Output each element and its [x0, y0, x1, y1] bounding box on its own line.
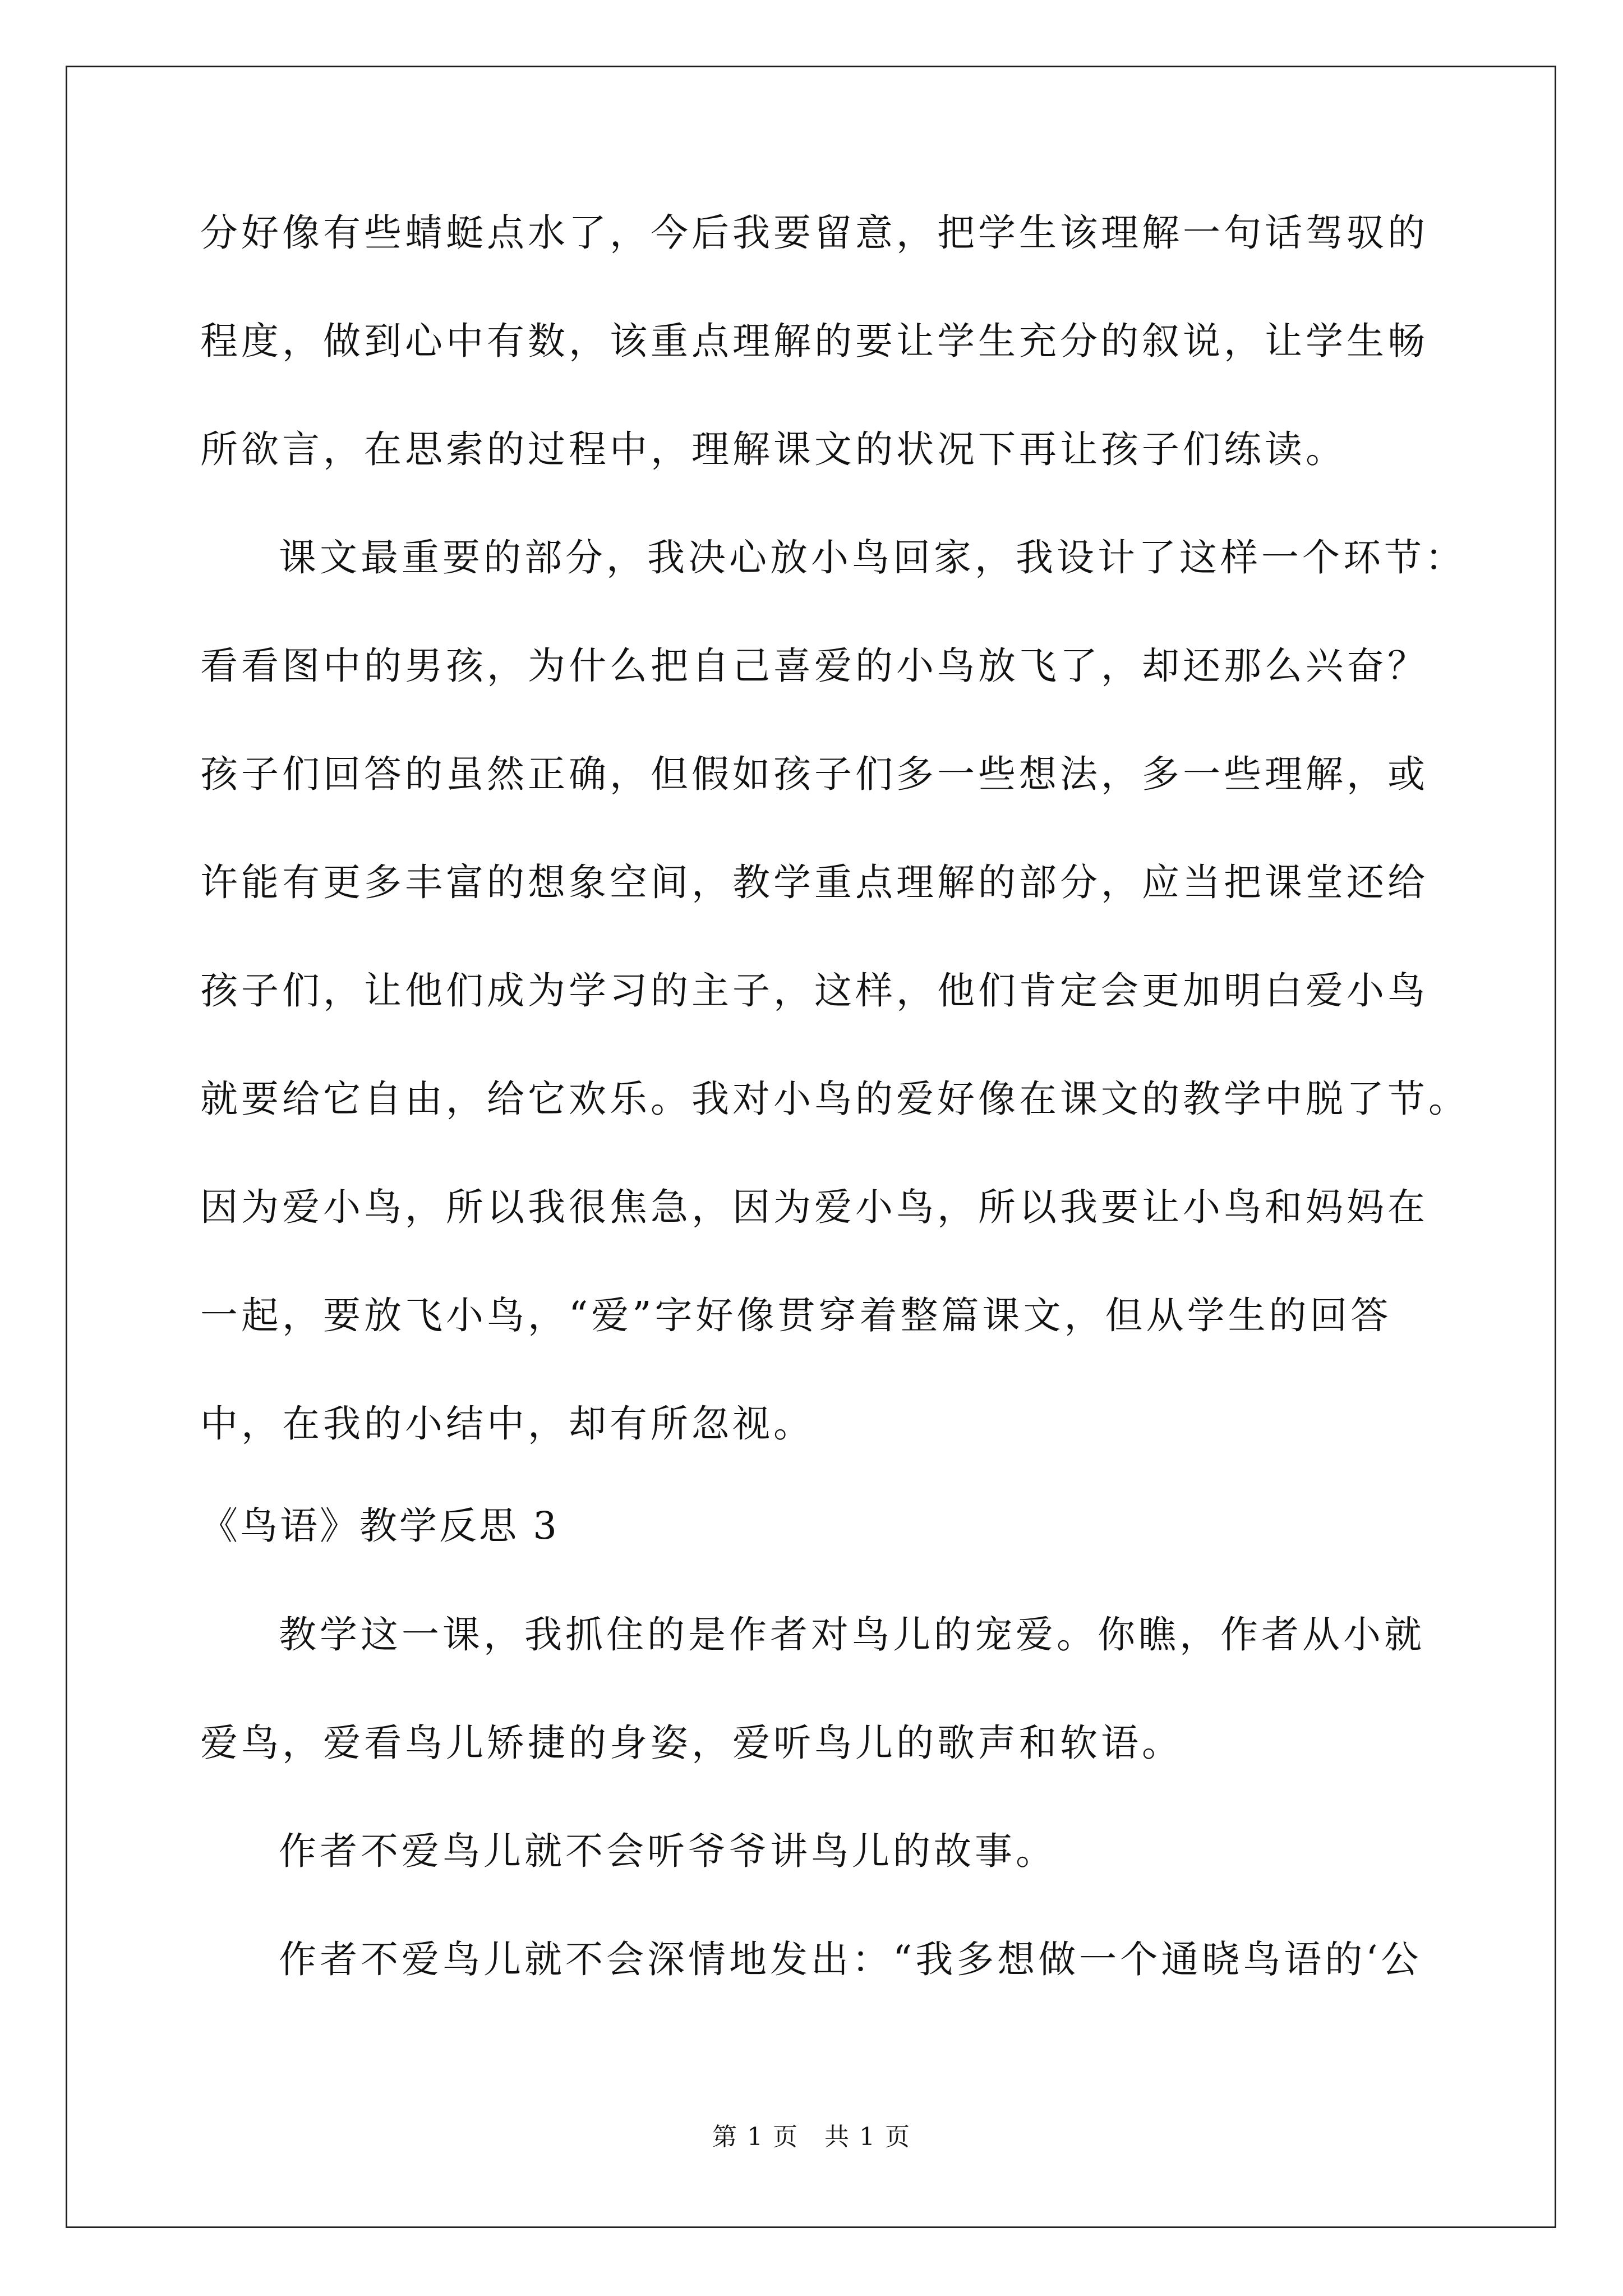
paragraph-line: 孩子们，让他们成为学习的主子，这样，他们肯定会更加明白爱小鸟	[200, 969, 1428, 1013]
paragraph-line: 课文最重要的部分，我决心放小鸟回家，我设计了这样一个环节：	[279, 536, 1466, 579]
page-border	[66, 66, 1556, 2228]
paragraph-line: 作者不爱鸟儿就不会听爷爷讲鸟儿的故事。	[279, 1829, 1057, 1873]
paragraph-line: 一起，要放飞小鸟，“爱”字好像贯穿着整篇课文，但从学生的回答	[200, 1294, 1392, 1337]
paragraph-line: 作者不爱鸟儿就不会深情地发出：“我多想做一个通晓鸟语的‘公	[279, 1938, 1422, 1981]
page-number-footer: 第 1 页 共 1 页	[712, 2123, 911, 2151]
paragraph-line: 中，在我的小结中，却有所忽视。	[200, 1402, 814, 1446]
paragraph-line: 就要给它自由，给它欢乐。我对小鸟的爱好像在课文的教学中脱了节。	[200, 1077, 1469, 1121]
paragraph-line: 教学这一课，我抓住的是作者对鸟儿的宠爱。你瞧，作者从小就	[279, 1613, 1425, 1657]
paragraph-line: 孩子们回答的虽然正确，但假如孩子们多一些想法，多一些理解，或	[200, 752, 1428, 796]
paragraph-line: 所欲言，在思索的过程中，理解课文的状况下再让孩子们练读。	[200, 427, 1347, 471]
section-heading: 《鸟语》教学反思 3	[200, 1504, 559, 1548]
paragraph-line: 看看图中的男孩，为什么把自己喜爱的小鸟放飞了，却还那么兴奋？	[200, 644, 1428, 688]
paragraph-line: 分好像有些蜻蜓点水了，今后我要留意，把学生该理解一句话驾驭的	[200, 211, 1428, 255]
paragraph-line: 爱鸟，爱看鸟儿矫捷的身姿，爱听鸟儿的歌声和软语。	[200, 1721, 1183, 1765]
paragraph-line: 程度，做到心中有数，该重点理解的要让学生充分的叙说，让学生畅	[200, 319, 1428, 363]
paragraph-line: 因为爱小鸟，所以我很焦急，因为爱小鸟，所以我要让小鸟和妈妈在	[200, 1185, 1428, 1229]
paragraph-line: 许能有更多丰富的想象空间，教学重点理解的部分，应当把课堂还给	[200, 861, 1428, 904]
